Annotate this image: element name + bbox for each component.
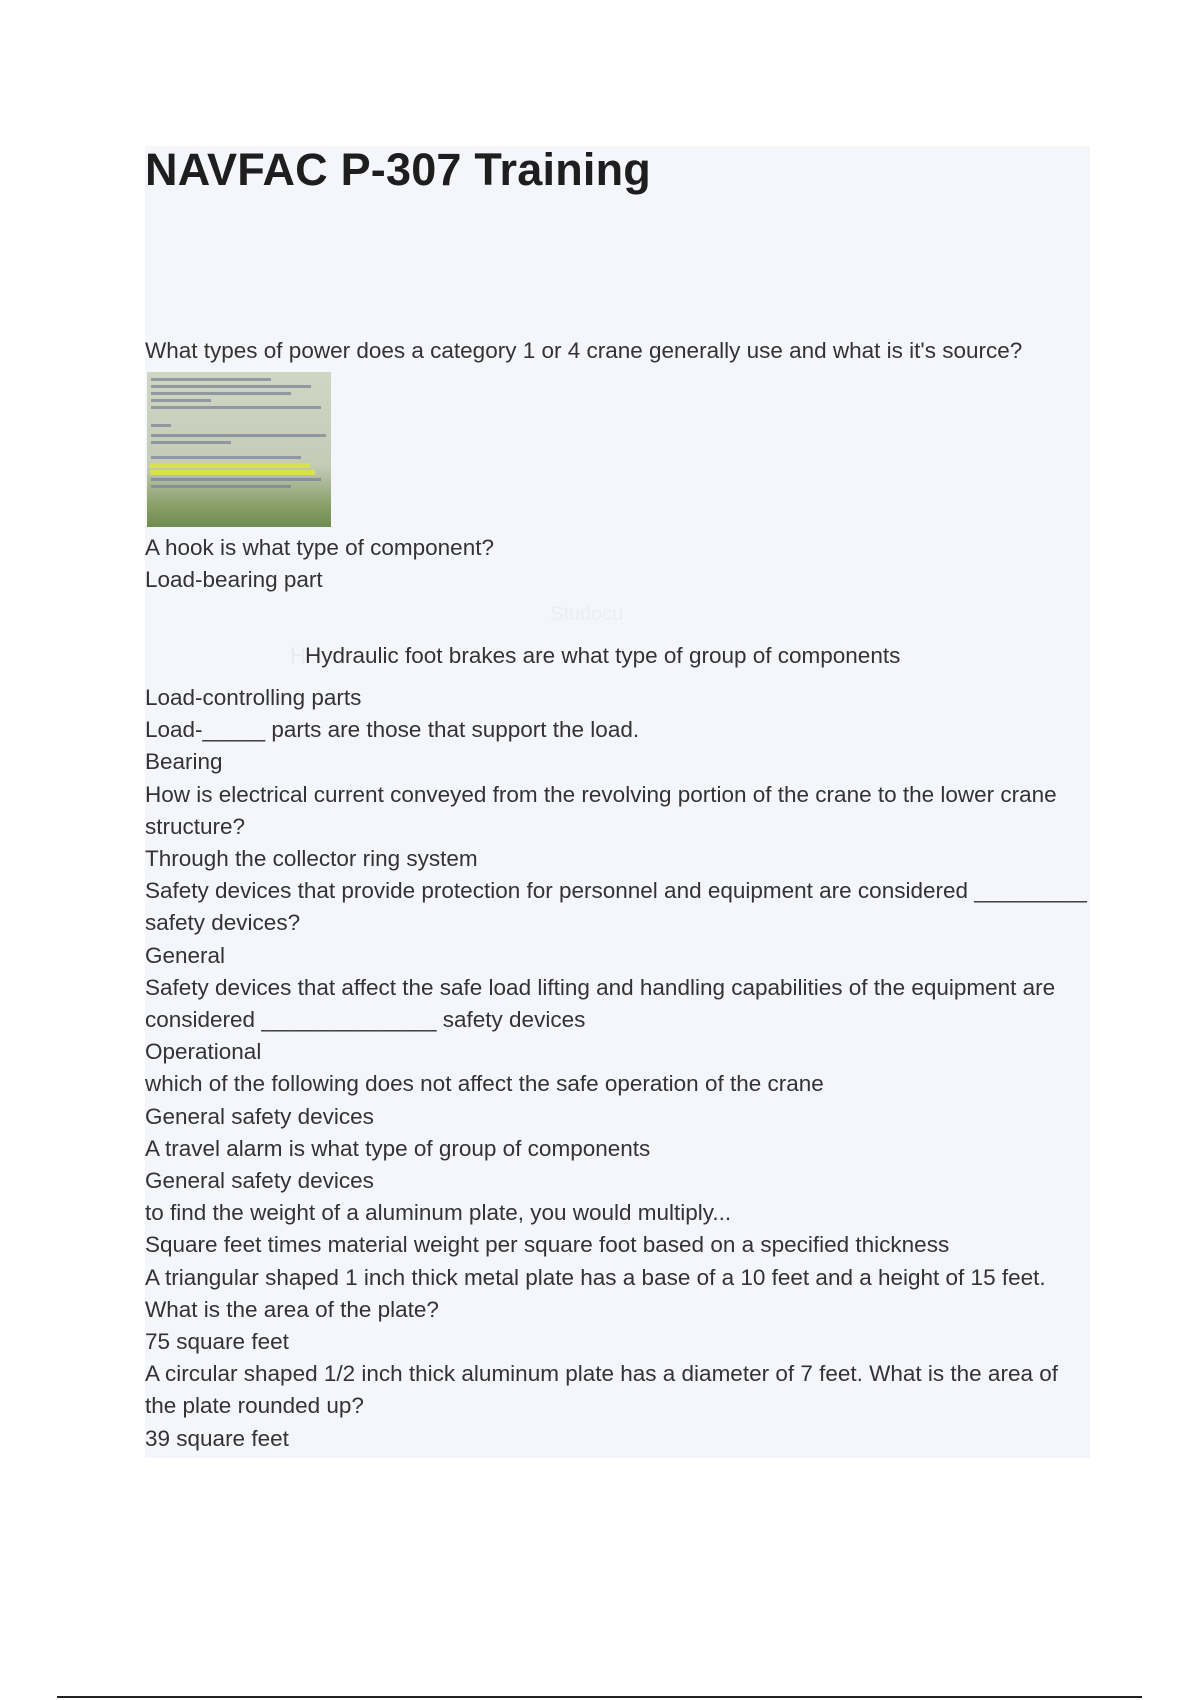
question-hook: A hook is what type of component? bbox=[145, 535, 494, 560]
list-item: How is electrical current conveyed from the revolving portion of the crane to the lower crane structure? bbox=[145, 781, 1057, 839]
list-item: Bearing bbox=[145, 749, 223, 775]
document-title: NAVFAC P-307 Training bbox=[145, 144, 651, 195]
watermark: Studocu bbox=[550, 603, 624, 625]
list-item: General safety devices bbox=[145, 1103, 374, 1129]
list-item: General bbox=[145, 942, 226, 968]
list-item: Square feet times material weight per square foot based on a specified thickness bbox=[145, 1232, 950, 1258]
list-item: Load-controlling parts bbox=[145, 685, 362, 710]
list-item: which of the following does not affect the safe operation of the crane bbox=[145, 1071, 824, 1097]
list-item: to find the weight of a aluminum plate, you would multiply... bbox=[145, 1200, 732, 1226]
answer-hook: Load-bearing part bbox=[145, 567, 323, 592]
list-item: A travel alarm is what type of group of components bbox=[145, 1135, 651, 1161]
watermark-fragment: H bbox=[290, 643, 307, 668]
list-item: General safety devices bbox=[145, 1168, 374, 1194]
list-item: A circular shaped 1/2 inch thick aluminum plate has a diameter of 7 feet. What is the area of the plate rounded up? bbox=[145, 1361, 1058, 1419]
list-item: 75 square feet bbox=[145, 1329, 289, 1355]
question-power-source: What types of power does a category 1 or 4 crane generally use and what is it's source? bbox=[145, 338, 1023, 363]
question-brakes: Hydraulic foot brakes are what type of group of components bbox=[305, 643, 901, 668]
list-item: Operational bbox=[145, 1039, 262, 1065]
list-item: A triangular shaped 1 inch thick metal plate has a base of a 10 feet and a height of 15 feet. What is the area of the plate? bbox=[145, 1264, 1046, 1322]
list-item: Safety devices that provide protection for personnel and equipment are considered _________ safety devices? bbox=[145, 878, 1087, 936]
list-item: Load-_____ parts are those that support the load. bbox=[145, 717, 640, 743]
qa-list bbox=[145, 682, 1090, 1455]
embedded-photo bbox=[147, 372, 331, 527]
list-item: 39 square feet bbox=[145, 1425, 289, 1451]
footer-rule bbox=[57, 1696, 1142, 1698]
list-item: Safety devices that affect the safe load lifting and handling capabilities of the equipment are considered ______________ safety devices bbox=[145, 974, 1056, 1033]
list-item: Through the collector ring system bbox=[145, 846, 478, 872]
